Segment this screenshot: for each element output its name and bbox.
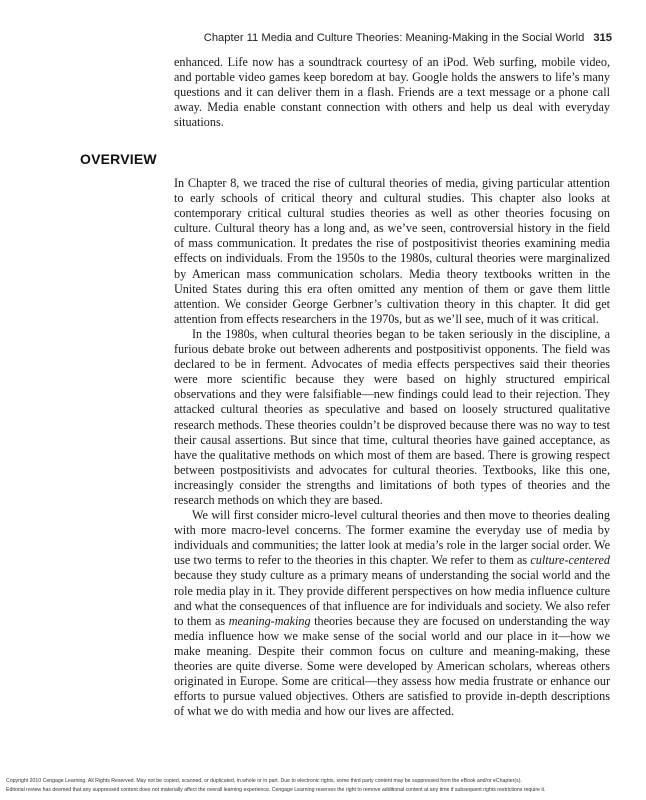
section-heading: OVERVIEW — [80, 151, 157, 167]
paragraph-3-part-a: We will first consider micro-level cultural theories and then move to theories dealing with more macro-level concerns. The former examine the everyday use of media by individuals and communities; the latter look at media’s role in the larger social order. We use two terms to refer to the theories in this chapter. We refer to them as — [174, 508, 610, 568]
running-title: Chapter 11 Media and Culture Theories: Meaning-Making in the Social World — [203, 32, 585, 44]
overview-text-block — [174, 176, 610, 719]
copyright-line-1: Copyright 2010 Cengage Learning. All Rights Reserved. May not be copied, scanned, or duplicated, in whole or in part. Due to electronic rights, some third party content may be suppressed from the eBook and/or eChapter(s). — [6, 778, 522, 784]
intro-text-block — [174, 55, 610, 130]
copyright-footer — [6, 777, 640, 795]
term-meaning-making: meaning-making — [228, 613, 311, 628]
copyright-line-2: Editorial review has deemed that any suppressed content does not materially affect the overall learning experience. Cengage Learning reserves the right to remove additional content at any time if subsequent rights restrictions require it. — [6, 787, 546, 793]
term-culture-centered: culture-centered — [530, 553, 610, 568]
overview-paragraph-3 — [174, 508, 610, 719]
overview-paragraph-1: In Chapter 8, we traced the rise of cultural theories of media, giving particular attention to early schools of critical theory and cultural studies. This chapter also looks at contemporary critical cultural studies theories as well as other theories focusing on culture. Cultural theory has a long and, as we’ve seen, controversial history in the field of mass communication. It predates the rise of postpositivist theories examining media effects on individuals. From the 1950s to the 1980s, cultural theories were marginalized by American mass communication scholars. Media theory textbooks written in the United States during this era often omitted any mention of them or gave them little attention. We consider George Gerbner’s cultivation theory in this chapter. It did get attention from effects researchers in the 1970s, but as we’ll see, much of it was critical. — [174, 176, 610, 326]
paragraph-3-part-b: because they study culture as a primary means of understanding the social world and the role media play in it. They provide different perspectives on how media influence culture and what the consequences of that influence are for individuals and society. We also refer to them as — [174, 568, 610, 628]
page-number: 315 — [593, 32, 612, 44]
intro-paragraph: enhanced. Life now has a soundtrack courtesy of an iPod. Web surfing, mobile video, and portable video games keep boredom at bay. Google holds the answers to life’s many questions and it can deliver them in a flash. Friends are a text message or a phone call away. Media enable constant connection with others and help us deal with everyday situations. — [174, 55, 610, 130]
overview-paragraph-2: In the 1980s, when cultural theories began to be taken seriously in the discipline, a furious debate broke out between adherents and postpositivist opponents. The field was declared to be in ferment. Advocates of media effects perspectives said their theories were more scientific because they were based on highly structured empirical observations and they were falsifiable—new findings could lead to their rejection. They attacked cultural theories as speculative and based on loosely structured qualitative research methods. These theories couldn’t be disproved because there was no way to test their causal assertions. But since that time, cultural theories have gained acceptance, as have the qualitative methods on which most of them are based. There is growing respect between postpositivists and advocates for cultural theories. Textbooks, like this one, increasingly consider the strengths and limitations of both types of theories and the research methods on which they are based. — [174, 326, 610, 507]
paragraph-3-part-c: theories because they are focused on understanding the way media influence how we make sense of the social world and our place in it—how we make meaning. Despite their common focus on culture and meaning-making, these theories are quite diverse. Some were developed by American scholars, whereas others originated in Europe. Some are critical—they assess how media frustrate or enhance our efforts to pursue valued objectives. Others are satisfied to provide in-depth descriptions of what we do with media and how our lives are affected. — [174, 613, 610, 719]
running-header — [160, 32, 612, 44]
